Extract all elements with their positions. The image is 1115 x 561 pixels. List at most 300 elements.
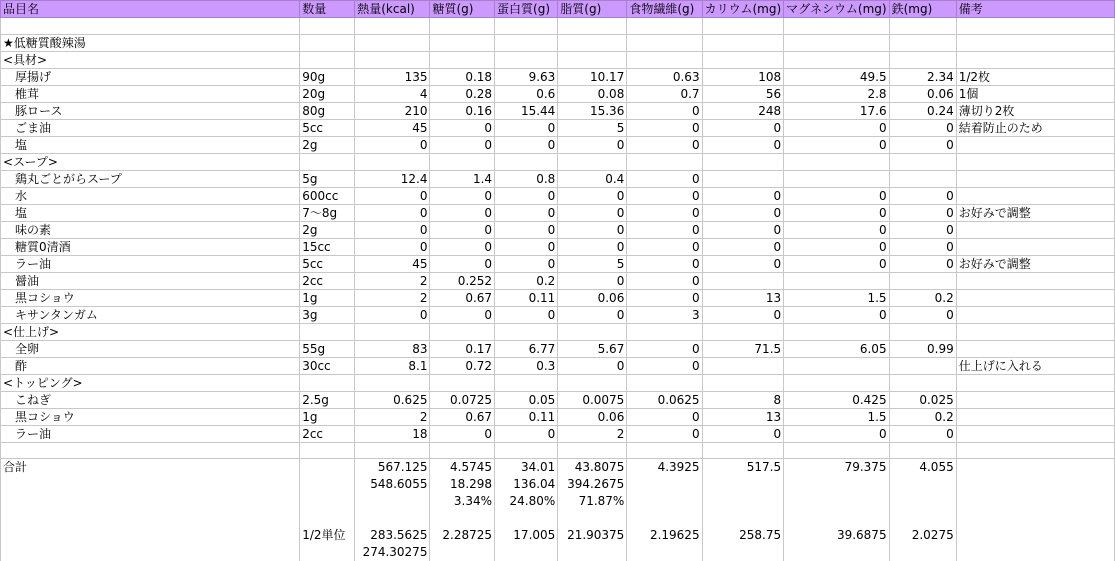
- cell[interactable]: 600cc: [300, 187, 355, 204]
- cell[interactable]: [889, 357, 956, 374]
- cell[interactable]: 0: [889, 187, 956, 204]
- cell[interactable]: 12.4: [355, 170, 430, 187]
- cell[interactable]: 0: [627, 272, 702, 289]
- cell[interactable]: 7～8g: [300, 204, 355, 221]
- cell[interactable]: [627, 18, 702, 35]
- cell[interactable]: [956, 459, 1114, 476]
- cell[interactable]: <トッピング>: [1, 374, 300, 391]
- cell[interactable]: 黒コショウ: [1, 289, 300, 306]
- cell[interactable]: 0: [627, 238, 702, 255]
- cell[interactable]: 5cc: [300, 119, 355, 136]
- cell[interactable]: 15.44: [495, 102, 558, 119]
- cell[interactable]: [430, 323, 495, 340]
- cell[interactable]: 水: [1, 187, 300, 204]
- cell[interactable]: [558, 51, 627, 68]
- cell[interactable]: 0: [430, 425, 495, 442]
- cell[interactable]: 仕上げに入れる: [956, 357, 1114, 374]
- cell[interactable]: [956, 221, 1114, 238]
- cell[interactable]: [784, 51, 889, 68]
- cell[interactable]: [627, 34, 702, 51]
- cell[interactable]: [495, 51, 558, 68]
- cell[interactable]: 0: [495, 136, 558, 153]
- cell[interactable]: [627, 543, 702, 560]
- cell[interactable]: 0: [702, 204, 784, 221]
- cell[interactable]: 136.04: [495, 476, 558, 493]
- cell[interactable]: [430, 510, 495, 527]
- cell[interactable]: 0: [558, 204, 627, 221]
- cell[interactable]: 0.0625: [627, 391, 702, 408]
- cell[interactable]: 0: [495, 204, 558, 221]
- cell[interactable]: 薄切り2枚: [956, 102, 1114, 119]
- cell[interactable]: 0: [702, 306, 784, 323]
- cell[interactable]: 0: [627, 221, 702, 238]
- cell[interactable]: [627, 374, 702, 391]
- cell[interactable]: 0.0075: [558, 391, 627, 408]
- cell[interactable]: 0.67: [430, 408, 495, 425]
- cell[interactable]: [300, 493, 355, 510]
- cell[interactable]: [1, 543, 300, 560]
- cell[interactable]: [956, 374, 1114, 391]
- cell[interactable]: [702, 357, 784, 374]
- cell[interactable]: 2cc: [300, 272, 355, 289]
- cell[interactable]: [956, 408, 1114, 425]
- cell[interactable]: [956, 34, 1114, 51]
- cell[interactable]: 49.5: [784, 68, 889, 85]
- cell[interactable]: [558, 510, 627, 527]
- cell[interactable]: ごま油: [1, 119, 300, 136]
- cell[interactable]: [558, 442, 627, 459]
- cell[interactable]: [956, 543, 1114, 560]
- cell[interactable]: [355, 34, 430, 51]
- cell[interactable]: 0: [889, 136, 956, 153]
- cell[interactable]: [784, 493, 889, 510]
- cell[interactable]: 椎茸: [1, 85, 300, 102]
- cell[interactable]: 0.06: [889, 85, 956, 102]
- cell[interactable]: 0: [784, 204, 889, 221]
- cell[interactable]: [495, 153, 558, 170]
- cell[interactable]: <スープ>: [1, 153, 300, 170]
- column-header[interactable]: 備考: [956, 1, 1114, 18]
- cell[interactable]: 0.17: [430, 340, 495, 357]
- cell[interactable]: 17.005: [495, 526, 558, 543]
- cell[interactable]: 0: [495, 187, 558, 204]
- cell[interactable]: 6.77: [495, 340, 558, 357]
- cell[interactable]: [702, 543, 784, 560]
- cell[interactable]: 45: [355, 119, 430, 136]
- cell[interactable]: 0: [889, 119, 956, 136]
- cell[interactable]: [430, 153, 495, 170]
- cell[interactable]: 17.6: [784, 102, 889, 119]
- cell[interactable]: 0: [702, 221, 784, 238]
- cell[interactable]: [702, 442, 784, 459]
- cell[interactable]: [300, 374, 355, 391]
- cell[interactable]: 0: [355, 238, 430, 255]
- cell[interactable]: 醤油: [1, 272, 300, 289]
- cell[interactable]: 0: [784, 221, 889, 238]
- cell[interactable]: 394.2675: [558, 476, 627, 493]
- cell[interactable]: [300, 51, 355, 68]
- cell[interactable]: [956, 153, 1114, 170]
- cell[interactable]: 1g: [300, 408, 355, 425]
- cell[interactable]: 酢: [1, 357, 300, 374]
- cell[interactable]: [889, 543, 956, 560]
- cell[interactable]: 0: [627, 357, 702, 374]
- cell[interactable]: [495, 543, 558, 560]
- cell[interactable]: [956, 510, 1114, 527]
- cell[interactable]: [495, 18, 558, 35]
- cell[interactable]: [300, 543, 355, 560]
- cell[interactable]: [495, 374, 558, 391]
- cell[interactable]: 4.3925: [627, 459, 702, 476]
- cell[interactable]: 0: [627, 425, 702, 442]
- cell[interactable]: [558, 34, 627, 51]
- cell[interactable]: [355, 51, 430, 68]
- cell[interactable]: [784, 323, 889, 340]
- cell[interactable]: [495, 34, 558, 51]
- cell[interactable]: 2: [558, 425, 627, 442]
- cell[interactable]: 0.18: [430, 68, 495, 85]
- cell[interactable]: [956, 187, 1114, 204]
- cell[interactable]: 0: [702, 255, 784, 272]
- cell[interactable]: 135: [355, 68, 430, 85]
- cell[interactable]: 0: [784, 187, 889, 204]
- cell[interactable]: 厚揚げ: [1, 68, 300, 85]
- cell[interactable]: [355, 18, 430, 35]
- cell[interactable]: 71.87%: [558, 493, 627, 510]
- cell[interactable]: 0.28: [430, 85, 495, 102]
- cell[interactable]: 4: [355, 85, 430, 102]
- cell[interactable]: 24.80%: [495, 493, 558, 510]
- cell[interactable]: [430, 34, 495, 51]
- column-header[interactable]: 脂質(g): [558, 1, 627, 18]
- cell[interactable]: [956, 306, 1114, 323]
- cell[interactable]: 567.125: [355, 459, 430, 476]
- cell[interactable]: 0: [784, 119, 889, 136]
- cell[interactable]: [702, 476, 784, 493]
- cell[interactable]: [558, 543, 627, 560]
- cell[interactable]: 8.1: [355, 357, 430, 374]
- cell[interactable]: 0.06: [558, 408, 627, 425]
- cell[interactable]: 4.055: [889, 459, 956, 476]
- cell[interactable]: [889, 51, 956, 68]
- cell[interactable]: 0.6: [495, 85, 558, 102]
- cell[interactable]: 0.05: [495, 391, 558, 408]
- cell[interactable]: 0.06: [558, 289, 627, 306]
- cell[interactable]: 0: [784, 306, 889, 323]
- cell[interactable]: 鶏丸ごとがらスープ: [1, 170, 300, 187]
- cell[interactable]: [956, 526, 1114, 543]
- cell[interactable]: 0: [889, 221, 956, 238]
- cell[interactable]: 0: [627, 340, 702, 357]
- cell[interactable]: 0.0725: [430, 391, 495, 408]
- cell[interactable]: [784, 374, 889, 391]
- cell[interactable]: <具材>: [1, 51, 300, 68]
- cell[interactable]: 1.4: [430, 170, 495, 187]
- cell[interactable]: 2.34: [889, 68, 956, 85]
- cell[interactable]: 15cc: [300, 238, 355, 255]
- cell[interactable]: 0.625: [355, 391, 430, 408]
- cell[interactable]: [1, 493, 300, 510]
- cell[interactable]: 0: [627, 136, 702, 153]
- cell[interactable]: 0: [558, 187, 627, 204]
- cell[interactable]: 0: [355, 306, 430, 323]
- cell[interactable]: [495, 323, 558, 340]
- cell[interactable]: 3.34%: [430, 493, 495, 510]
- cell[interactable]: 517.5: [702, 459, 784, 476]
- cell[interactable]: [956, 170, 1114, 187]
- cell[interactable]: 56: [702, 85, 784, 102]
- cell[interactable]: 0: [702, 238, 784, 255]
- cell[interactable]: 83: [355, 340, 430, 357]
- cell[interactable]: 0: [889, 238, 956, 255]
- cell[interactable]: 0: [889, 204, 956, 221]
- cell[interactable]: 0: [495, 238, 558, 255]
- cell[interactable]: 2: [355, 272, 430, 289]
- cell[interactable]: [889, 374, 956, 391]
- cell[interactable]: [784, 18, 889, 35]
- cell[interactable]: [300, 510, 355, 527]
- cell[interactable]: 0: [558, 221, 627, 238]
- cell[interactable]: 0: [355, 187, 430, 204]
- cell[interactable]: [627, 442, 702, 459]
- cell[interactable]: 0: [430, 204, 495, 221]
- cell[interactable]: 13: [702, 289, 784, 306]
- cell[interactable]: [956, 136, 1114, 153]
- cell[interactable]: 0: [430, 119, 495, 136]
- cell[interactable]: 0.16: [430, 102, 495, 119]
- cell[interactable]: 2: [355, 408, 430, 425]
- cell[interactable]: 45: [355, 255, 430, 272]
- cell[interactable]: 5cc: [300, 255, 355, 272]
- cell[interactable]: [784, 476, 889, 493]
- cell[interactable]: [627, 153, 702, 170]
- cell[interactable]: [702, 374, 784, 391]
- cell[interactable]: 塩: [1, 204, 300, 221]
- cell[interactable]: [702, 18, 784, 35]
- cell[interactable]: [300, 323, 355, 340]
- cell[interactable]: 90g: [300, 68, 355, 85]
- cell[interactable]: [956, 391, 1114, 408]
- cell[interactable]: [1, 476, 300, 493]
- cell[interactable]: 0.425: [784, 391, 889, 408]
- cell[interactable]: [300, 34, 355, 51]
- cell[interactable]: [558, 374, 627, 391]
- cell[interactable]: [784, 510, 889, 527]
- cell[interactable]: [889, 493, 956, 510]
- cell[interactable]: [300, 153, 355, 170]
- cell[interactable]: [889, 442, 956, 459]
- column-header[interactable]: マグネシウム(mg): [784, 1, 889, 18]
- cell[interactable]: 43.8075: [558, 459, 627, 476]
- cell[interactable]: [558, 18, 627, 35]
- cell[interactable]: 108: [702, 68, 784, 85]
- cell[interactable]: 0.67: [430, 289, 495, 306]
- cell[interactable]: 0.08: [558, 85, 627, 102]
- cell[interactable]: [784, 34, 889, 51]
- cell[interactable]: 2.8: [784, 85, 889, 102]
- cell[interactable]: [702, 493, 784, 510]
- cell[interactable]: 糖質0清酒: [1, 238, 300, 255]
- cell[interactable]: 4.5745: [430, 459, 495, 476]
- cell[interactable]: 283.5625: [355, 526, 430, 543]
- cell[interactable]: [702, 153, 784, 170]
- cell[interactable]: 13: [702, 408, 784, 425]
- cell[interactable]: [1, 526, 300, 543]
- column-header[interactable]: 数量: [300, 1, 355, 18]
- cell[interactable]: 10.17: [558, 68, 627, 85]
- cell[interactable]: 2.0275: [889, 526, 956, 543]
- cell[interactable]: [889, 170, 956, 187]
- cell[interactable]: 0: [558, 136, 627, 153]
- cell[interactable]: 0: [430, 306, 495, 323]
- cell[interactable]: [784, 543, 889, 560]
- cell[interactable]: 6.05: [784, 340, 889, 357]
- cell[interactable]: [495, 510, 558, 527]
- cell[interactable]: ラー油: [1, 255, 300, 272]
- cell[interactable]: 2: [355, 289, 430, 306]
- cell[interactable]: 黒コショウ: [1, 408, 300, 425]
- cell[interactable]: [956, 51, 1114, 68]
- cell[interactable]: 結着防止のため: [956, 119, 1114, 136]
- cell[interactable]: [430, 442, 495, 459]
- cell[interactable]: 0: [702, 425, 784, 442]
- cell[interactable]: 248: [702, 102, 784, 119]
- cell[interactable]: [627, 493, 702, 510]
- cell[interactable]: 0: [558, 238, 627, 255]
- cell[interactable]: 210: [355, 102, 430, 119]
- cell[interactable]: [784, 357, 889, 374]
- cell[interactable]: [355, 493, 430, 510]
- cell[interactable]: 0: [889, 255, 956, 272]
- cell[interactable]: 0.2: [889, 289, 956, 306]
- cell[interactable]: [355, 323, 430, 340]
- cell[interactable]: 0: [430, 238, 495, 255]
- column-header[interactable]: 品目名: [1, 1, 300, 18]
- cell[interactable]: 全卵: [1, 340, 300, 357]
- cell[interactable]: 3g: [300, 306, 355, 323]
- cell[interactable]: 1g: [300, 289, 355, 306]
- cell[interactable]: 548.6055: [355, 476, 430, 493]
- cell[interactable]: 0: [702, 119, 784, 136]
- cell[interactable]: [300, 476, 355, 493]
- cell[interactable]: 2.19625: [627, 526, 702, 543]
- cell[interactable]: 0: [627, 255, 702, 272]
- cell[interactable]: 39.6875: [784, 526, 889, 543]
- cell[interactable]: [430, 374, 495, 391]
- cell[interactable]: 21.90375: [558, 526, 627, 543]
- cell[interactable]: 0: [889, 306, 956, 323]
- cell[interactable]: 30cc: [300, 357, 355, 374]
- cell[interactable]: 0: [495, 255, 558, 272]
- cell[interactable]: [558, 153, 627, 170]
- cell[interactable]: [1, 18, 300, 35]
- cell[interactable]: 0: [430, 136, 495, 153]
- cell[interactable]: [956, 442, 1114, 459]
- cell[interactable]: 0: [702, 136, 784, 153]
- cell[interactable]: 0: [889, 425, 956, 442]
- cell[interactable]: 合計: [1, 459, 300, 476]
- cell[interactable]: 0.63: [627, 68, 702, 85]
- cell[interactable]: 5g: [300, 170, 355, 187]
- cell[interactable]: 1個: [956, 85, 1114, 102]
- cell[interactable]: 0: [627, 187, 702, 204]
- cell[interactable]: 5: [558, 255, 627, 272]
- cell[interactable]: [702, 323, 784, 340]
- cell[interactable]: 274.30275: [355, 543, 430, 560]
- column-header[interactable]: カリウム(mg): [702, 1, 784, 18]
- cell[interactable]: 0: [558, 272, 627, 289]
- cell[interactable]: 5: [558, 119, 627, 136]
- cell[interactable]: 0.72: [430, 357, 495, 374]
- cell[interactable]: [702, 34, 784, 51]
- cell[interactable]: [889, 272, 956, 289]
- cell[interactable]: [355, 153, 430, 170]
- cell[interactable]: 3: [627, 306, 702, 323]
- cell[interactable]: 0.3: [495, 357, 558, 374]
- cell[interactable]: お好みで調整: [956, 204, 1114, 221]
- cell[interactable]: [956, 289, 1114, 306]
- cell[interactable]: [784, 442, 889, 459]
- cell[interactable]: 0: [627, 289, 702, 306]
- cell[interactable]: [956, 272, 1114, 289]
- cell[interactable]: ★低糖質酸辣湯: [1, 34, 300, 51]
- cell[interactable]: [430, 18, 495, 35]
- cell[interactable]: 0: [702, 187, 784, 204]
- cell[interactable]: 15.36: [558, 102, 627, 119]
- cell[interactable]: [355, 510, 430, 527]
- cell[interactable]: 2g: [300, 221, 355, 238]
- cell[interactable]: 0: [495, 306, 558, 323]
- cell[interactable]: 0.4: [558, 170, 627, 187]
- cell[interactable]: [300, 18, 355, 35]
- cell[interactable]: 79.375: [784, 459, 889, 476]
- cell[interactable]: [784, 170, 889, 187]
- cell[interactable]: 塩: [1, 136, 300, 153]
- cell[interactable]: 0: [627, 119, 702, 136]
- cell[interactable]: 0: [355, 204, 430, 221]
- cell[interactable]: 5.67: [558, 340, 627, 357]
- cell[interactable]: 0: [784, 238, 889, 255]
- cell[interactable]: [956, 238, 1114, 255]
- cell[interactable]: [889, 34, 956, 51]
- cell[interactable]: 2.28725: [430, 526, 495, 543]
- column-header[interactable]: 熱量(kcal): [355, 1, 430, 18]
- cell[interactable]: 0: [558, 306, 627, 323]
- cell[interactable]: 0: [784, 425, 889, 442]
- cell[interactable]: 0: [784, 136, 889, 153]
- cell[interactable]: [889, 323, 956, 340]
- cell[interactable]: [702, 51, 784, 68]
- cell[interactable]: <仕上げ>: [1, 323, 300, 340]
- cell[interactable]: [355, 442, 430, 459]
- cell[interactable]: ラー油: [1, 425, 300, 442]
- cell[interactable]: 0.11: [495, 408, 558, 425]
- cell[interactable]: 0: [627, 102, 702, 119]
- cell[interactable]: 0: [355, 136, 430, 153]
- cell[interactable]: 0: [495, 119, 558, 136]
- cell[interactable]: [889, 510, 956, 527]
- cell[interactable]: 0.7: [627, 85, 702, 102]
- cell[interactable]: 55g: [300, 340, 355, 357]
- cell[interactable]: 0.252: [430, 272, 495, 289]
- cell[interactable]: 0: [430, 187, 495, 204]
- cell[interactable]: [430, 543, 495, 560]
- cell[interactable]: 0.99: [889, 340, 956, 357]
- cell[interactable]: 0.11: [495, 289, 558, 306]
- cell[interactable]: [495, 442, 558, 459]
- cell[interactable]: [889, 153, 956, 170]
- column-header[interactable]: 食物繊維(g): [627, 1, 702, 18]
